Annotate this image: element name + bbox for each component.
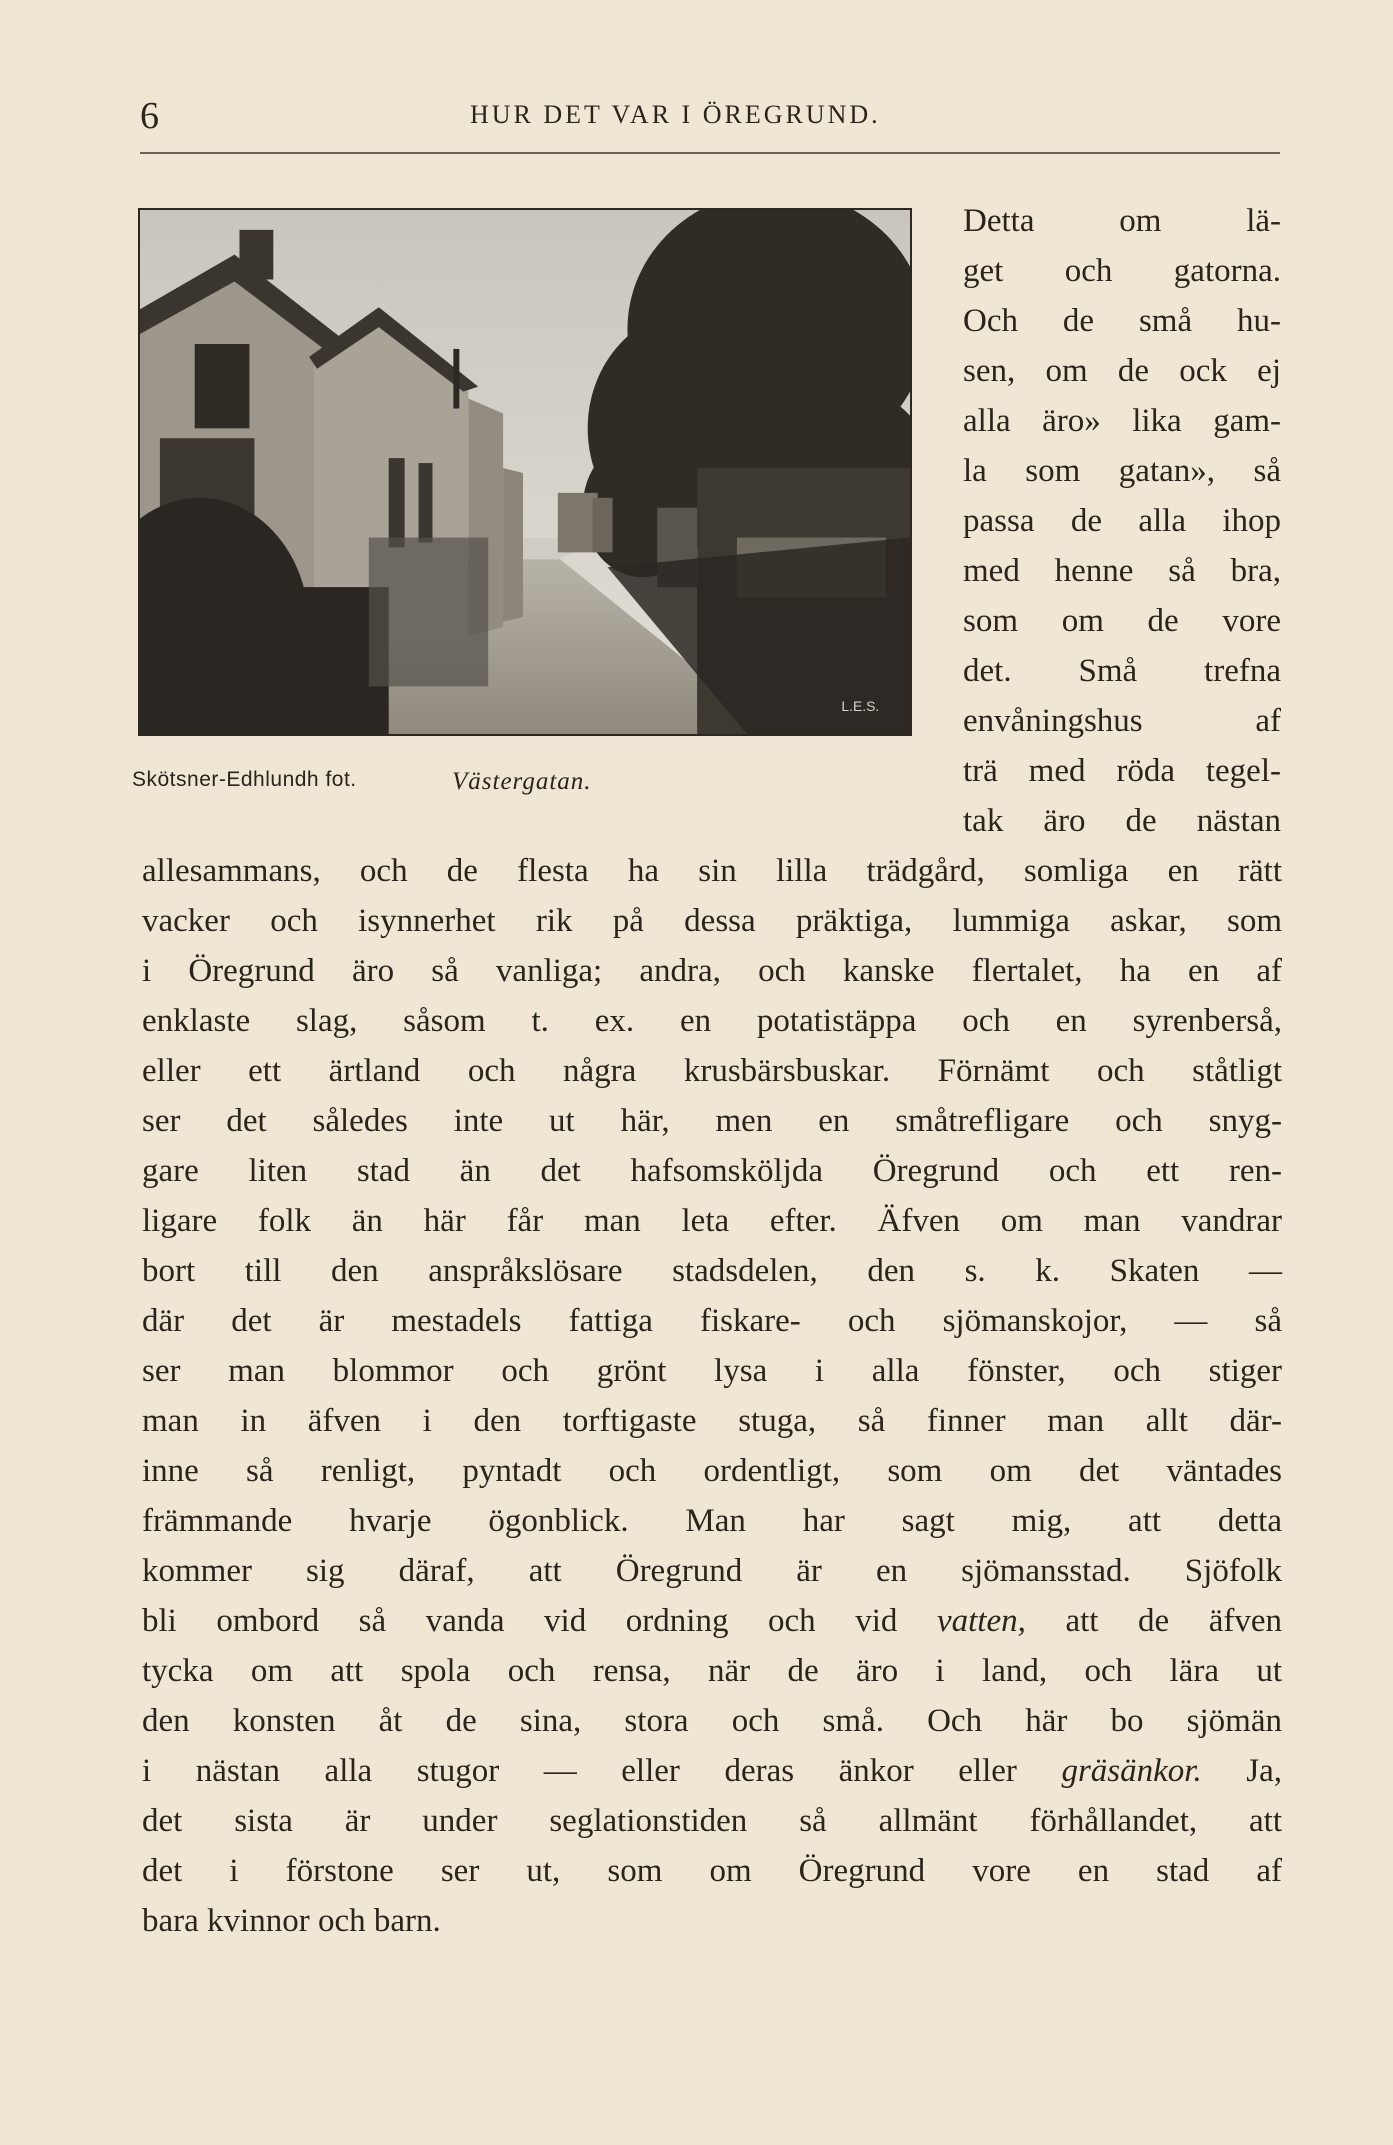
text-line: tycka om att spola och rensa, när de äro i land, och lära ut — [142, 1653, 1282, 1689]
text-line: med henne så bra, — [963, 553, 1281, 589]
italic-word: vatten, — [936, 1603, 1026, 1639]
text-line: allesammans, och de flesta ha sin lilla trädgård, somliga en rätt — [142, 853, 1282, 889]
text-line: som om de vore — [963, 603, 1281, 639]
text-line: enklaste slag, såsom t. ex. en potatistäppa och en syrenberså, — [142, 1003, 1282, 1039]
header-rule — [140, 152, 1280, 154]
running-title: HUR DET VAR I ÖREGRUND. — [470, 100, 881, 129]
text-line: det. Små trefna — [963, 653, 1281, 689]
text-line: eller ett ärtland och några krusbärsbuskar. Förnämt och ståtligt — [142, 1053, 1282, 1089]
text-segment: i nästan alla stugor — eller deras änkor eller — [142, 1753, 1062, 1789]
text-segment: att de äfven — [1025, 1603, 1282, 1639]
text-line: passa de alla ihop — [963, 503, 1281, 539]
text-line: get och gatorna. — [963, 253, 1281, 289]
text-line: ser man blommor och grönt lysa i alla fönster, och stiger — [142, 1353, 1282, 1389]
running-head — [140, 90, 1280, 140]
text-line-last: bara kvinnor och barn. — [142, 1903, 441, 1939]
text-line: trä med röda tegel- — [963, 753, 1281, 789]
text-segment: Ja, — [1201, 1753, 1282, 1789]
text-line: ser det således inte ut här, men en småtrefligare och snyg- — [142, 1103, 1282, 1139]
text-line: ligare folk än här får man leta efter. Äfven om man vandrar — [142, 1203, 1282, 1239]
text-line: man in äfven i den torftigaste stuga, så finner man allt där- — [142, 1403, 1282, 1439]
text-line: la som gatan», så — [963, 453, 1281, 489]
text-line: bort till den anspråkslösare stadsdelen, den s. k. Skaten — — [142, 1253, 1282, 1289]
text-line — [142, 1755, 1282, 1788]
street-photograph — [138, 208, 912, 736]
text-line: kommer sig däraf, att Öregrund är en sjömansstad. Sjöfolk — [142, 1553, 1282, 1589]
text-line: tak äro de nästan — [963, 803, 1281, 839]
text-line: alla äro» lika gam- — [963, 403, 1281, 439]
photo-signature: L.E.S. — [841, 698, 880, 715]
text-line: Och de små hu- — [963, 303, 1281, 339]
text-line: vacker och isynnerhet rik på dessa präktiga, lummiga askar, som — [142, 903, 1282, 939]
text-line: där det är mestadels fattiga fiskare- och sjömanskojor, — så — [142, 1303, 1282, 1339]
text-line: det sista är under seglationstiden så allmänt förhållandet, att — [142, 1803, 1282, 1839]
photo-illustration — [140, 210, 910, 734]
text-line: envåningshus af — [963, 703, 1281, 739]
text-line: Detta om lä- — [963, 203, 1281, 239]
text-line: inne så renligt, pyntadt och ordentligt, som om det väntades — [142, 1453, 1282, 1489]
text-line — [142, 1605, 1282, 1638]
text-line: den konsten åt de sina, stora och små. Och här bo sjömän — [142, 1703, 1282, 1739]
photo-credit: Skötsner-Edhlundh fot. — [132, 768, 357, 791]
italic-word: gräsänkor. — [1061, 1753, 1202, 1789]
text-line: sen, om de ock ej — [963, 353, 1281, 389]
text-line: i Öregrund äro så vanliga; andra, och kanske flertalet, ha en af — [142, 953, 1282, 989]
text-line: gare liten stad än det hafsomsköljda Öregrund och ett ren- — [142, 1153, 1282, 1189]
text-segment: bli ombord så vanda vid ordning och vid — [142, 1603, 937, 1639]
page-number: 6 — [140, 95, 159, 137]
photo-caption: Västergatan. — [452, 768, 592, 795]
text-line: främmande hvarje ögonblick. Man har sagt mig, att detta — [142, 1503, 1282, 1539]
text-line: det i förstone ser ut, som om Öregrund vore en stad af — [142, 1853, 1282, 1889]
